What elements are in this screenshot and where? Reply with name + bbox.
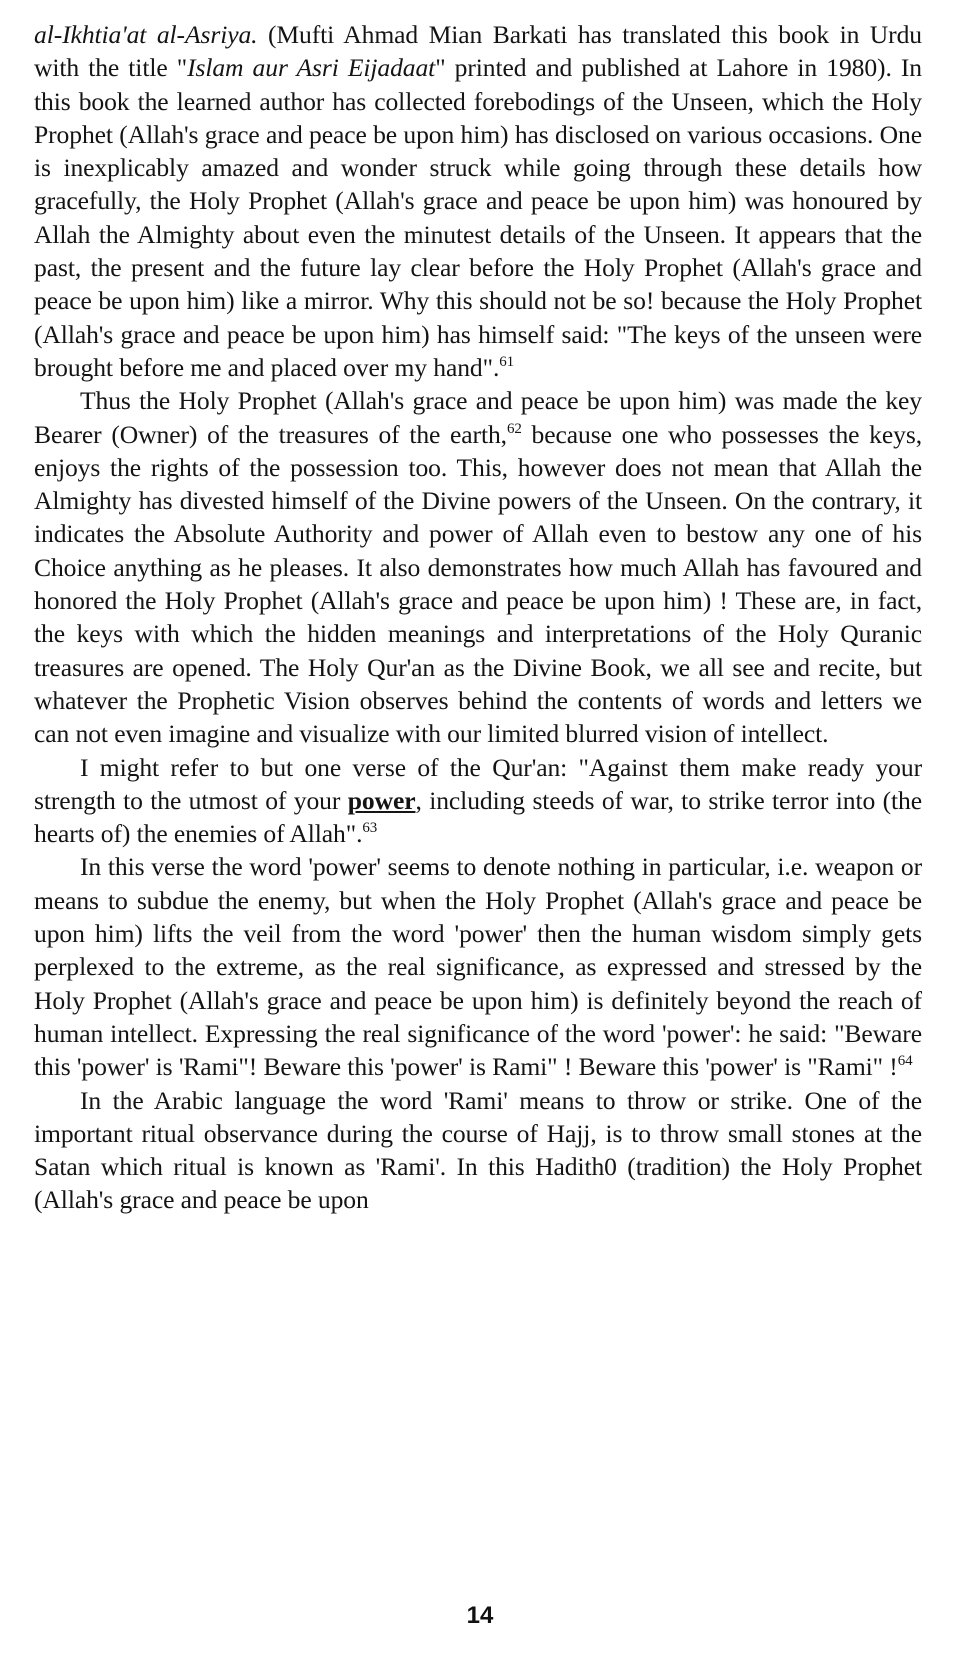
footnote-ref-61: 61: [499, 353, 515, 370]
paragraph-4-text: In this verse the word 'power' seems to denote nothing in particular, i.e. weapon or means to subdue the enemy, but when the Holy Prophet (Allah's grace and peace be upon him) lifts the veil from the word 'power' then the human wisdom simply gets perplexed to the extreme, as the real significance, as expressed and stressed by the Holy Prophet (Allah's grace and peace be upon him) is definitely beyond the reach of human intellect. Expressing the real significance of the word 'power': he said: "Beware this 'power' is 'Rami"! Beware this 'power' is Rami" ! Beware this 'power' is "Rami" !: [34, 852, 922, 1082]
paragraph-2-text-a: Thus the Holy Prophet (Allah's grace and peace be upon him) was made the key Bearer (Owner) of the treasures of the earth,: [34, 386, 922, 449]
book-title-arabic: al-Ikhtia'at al-Asriya.: [34, 20, 258, 49]
paragraph-1-text-a: (Mufti Ahmad Mian Barkati has translated this book in Urdu with the title ": [34, 20, 922, 83]
paragraph-2-text-b: because one who possesses the keys, enjoys the rights of the possession too. This, however does not mean that Allah the Almighty has divested himself of the Divine powers of the Unseen. On the contrary, it indicates the Absolute Authority and power of Allah even to bestow any one of his Choice anything as he pleases. It also demonstrates how much Allah has favoured and honored the Holy Prophet (Allah's grace and peace be upon him) ! These are, in fact, the keys with which the hidden meanings and interpretations of the Holy Quranic treasures are opened. The Holy Qur'an as the Divine Book, we all see and recite, but whatever the Prophetic Vision observes behind the contents of words and letters we can not even imagine and visualize with our limited blurred vision of intellect.: [34, 419, 922, 749]
footnote-ref-64: 64: [897, 1053, 913, 1070]
footnote-ref-62: 62: [506, 420, 522, 437]
paragraph-3-text-a: I might refer to but one verse of the Qur'an: "Against them make ready your strength to the utmost of your: [34, 752, 922, 815]
paragraph-1-text-b: " printed and published at Lahore in 1980). In this book the learned author has collected forebodings of the Unseen, which the Holy Prophet (Allah's grace and peace be upon him) has disclosed on various occasions. One is inexplicably amazed and wonder struck while going through these details how gracefully, the Holy Prophet (Allah's grace and peace be upon him) was honoured by Allah the Almighty about even the minutest details of the Unseen. It appears that the past, the present and the future lay clear before the Holy Prophet (Allah's grace and peace be upon him) like a mirror. Why this should not be so! because the Holy Prophet (Allah's grace and peace be upon him) has himself said: "The keys of the unseen were brought before me and placed over my hand".: [34, 53, 922, 382]
footnote-ref-63: 63: [362, 820, 378, 837]
page-number: 14: [466, 1602, 494, 1629]
book-title-urdu: Islam aur Asri Eijadaat: [187, 53, 436, 83]
paragraph-5-text: In the Arabic language the word 'Rami' means to throw or strike. One of the important ritual observance during the course of Hajj, is to throw small stones at the Satan which ritual is known as 'Rami'. In this Hadith0 (tradition) the Holy Prophet (Allah's grace and peace be upon: [34, 1085, 922, 1215]
paragraph-1: [34, 18, 922, 384]
emphasized-word-power: power: [347, 785, 416, 815]
paragraph-3: [34, 751, 922, 851]
paragraph-4: [34, 850, 922, 1083]
book-page-text: [34, 18, 922, 1217]
paragraph-5: [34, 1084, 922, 1217]
paragraph-2: [34, 384, 922, 750]
paragraph-3-text-b: , including steeds of war, to strike terror into (the hearts of) the enemies of Allah".: [34, 785, 922, 849]
